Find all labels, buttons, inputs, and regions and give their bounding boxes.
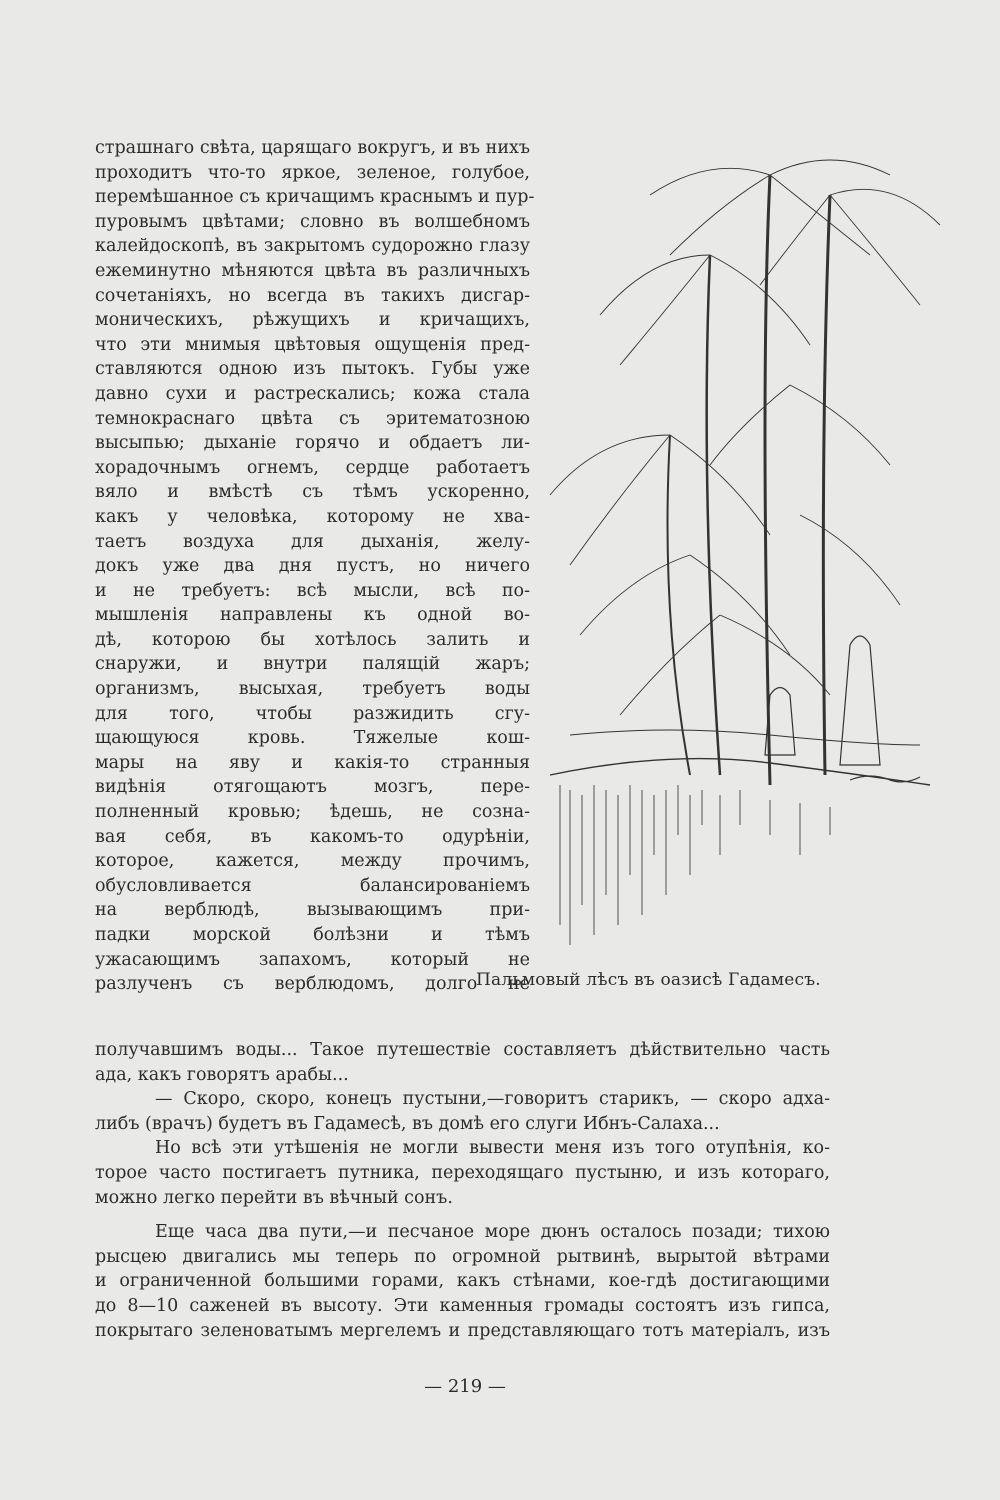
text-line: ставляются одною изъ пытокъ. Губы уже: [95, 359, 530, 380]
text-line: либъ (врачъ) будетъ въ Гадамесѣ, въ домѣ его слуги Ибнъ-Салаха...: [95, 1113, 720, 1134]
text-line: сочетаніяхъ, но всегда въ такихъ дисгар-: [95, 285, 530, 306]
text-line: — Скоро, скоро, конецъ пустыни,—говоритъ старикъ, — скоро адха-: [155, 1089, 830, 1110]
text-line: полненный кровью; ѣдешь, не созна-: [95, 802, 530, 823]
text-line: что эти мнимыя цвѣтовыя ощущенія пред-: [95, 334, 530, 355]
text-line: ужасающимъ запахомъ, который не: [95, 949, 530, 970]
text-line: видѣнія отягощаютъ мозгъ, пере-: [95, 777, 530, 798]
text-line: для того, чтобы разжидить сгу-: [95, 703, 530, 724]
text-line: Еще часа два пути,—и песчаное море дюнъ осталось позади; тихою: [155, 1222, 830, 1243]
text-line: моническихъ, рѣжущихъ и кричащихъ,: [95, 310, 530, 331]
text-line: падки морской болѣзни и тѣмъ: [95, 925, 530, 945]
text-line: калейдоскопѣ, въ закрытомъ судорожно глазу: [95, 236, 530, 257]
text-line: ада, какъ говорятъ арабы...: [95, 1064, 349, 1085]
text-line: мары на яву и какія-то странныя: [95, 752, 530, 773]
palm-grove-illustration: [470, 135, 950, 965]
full-width-text: [95, 1038, 830, 1343]
text-line: какъ у человѣка, которому не хва-: [95, 506, 530, 527]
text-line: страшнаго свѣта, царящаго вокругъ, и въ нихъ: [95, 138, 530, 158]
text-line: высыпью; дыханіе горячо и обдаетъ ли-: [95, 433, 530, 454]
page-number: — 219 —: [424, 1376, 506, 1397]
text-line: ежеминутно мѣняются цвѣта въ различныхъ: [95, 260, 530, 281]
text-line: докъ уже два дня пустъ, но ничего: [95, 556, 530, 577]
text-line: вяло и вмѣстѣ съ тѣмъ ускоренно,: [95, 482, 530, 503]
text-line: снаружи, и внутри палящій жаръ;: [95, 654, 530, 675]
text-line: покрытаго зеленоватымъ мергелемъ и представляющаго тотъ матеріалъ, изъ: [95, 1320, 830, 1341]
text-line: рысцею двигались мы теперь по огромной рытвинѣ, вырытой вѣтрами: [95, 1246, 830, 1267]
text-line: организмъ, высыхая, требуетъ воды: [95, 679, 530, 700]
text-line: темнокраснаго цвѣта съ эритематозною: [95, 408, 530, 429]
text-line: проходитъ что-то яркое, зеленое, голубое,: [95, 162, 530, 183]
text-line: дѣ, которою бы хотѣлось залить и: [95, 629, 530, 650]
water-reflection: [560, 785, 830, 945]
text-line: пуровымъ цвѣтами; словно въ волшебномъ: [95, 211, 530, 232]
text-line: мышленія направлены къ одной во-: [95, 605, 530, 626]
text-line: таетъ воздуха для дыханія, желу-: [95, 531, 530, 552]
text-line: торое часто постигаетъ путника, переходящаго пустыню, и изъ котораго,: [95, 1162, 830, 1183]
text-line: щающуюся кровь. Тяжелые кош-: [95, 728, 530, 749]
text-line: и не требуетъ: всѣ мысли, всѣ по-: [95, 580, 530, 601]
text-line: хорадочнымъ огнемъ, сердце работаетъ: [95, 457, 530, 478]
illustration-caption: Пальмовый лѣсъ въ оазисѣ Гадамесъ.: [476, 970, 821, 990]
text-line: на верблюдѣ, вызывающимъ при-: [95, 900, 530, 921]
text-line: можно легко перейти въ вѣчный сонъ.: [95, 1187, 453, 1208]
text-line: обусловливается балансированіемъ: [95, 875, 530, 896]
text-line: перемѣшанное съ кричащимъ краснымъ и пур-: [95, 187, 535, 208]
left-text-column: [95, 136, 535, 997]
text-line: получавшимъ воды... Такое путешествіе составляетъ дѣйствительно часть: [95, 1040, 830, 1060]
text-line: и ограниченной большими горами, какъ стѣнами, кое-гдѣ достигающими: [95, 1271, 830, 1292]
text-line: вая себя, въ какомъ-то одурѣніи,: [95, 826, 530, 847]
text-line: разлученъ съ верблюдомъ, долго не: [95, 974, 530, 995]
text-line: давно сухи и растрескались; кожа стала: [95, 383, 530, 404]
text-line: которое, кажется, между прочимъ,: [95, 851, 530, 872]
text-line: Но всѣ эти утѣшенія не могли вывести меня изъ того отупѣнія, ко-: [155, 1138, 830, 1159]
text-line: до 8—10 саженей въ высоту. Эти каменныя громады состоятъ изъ гипса,: [95, 1295, 830, 1316]
